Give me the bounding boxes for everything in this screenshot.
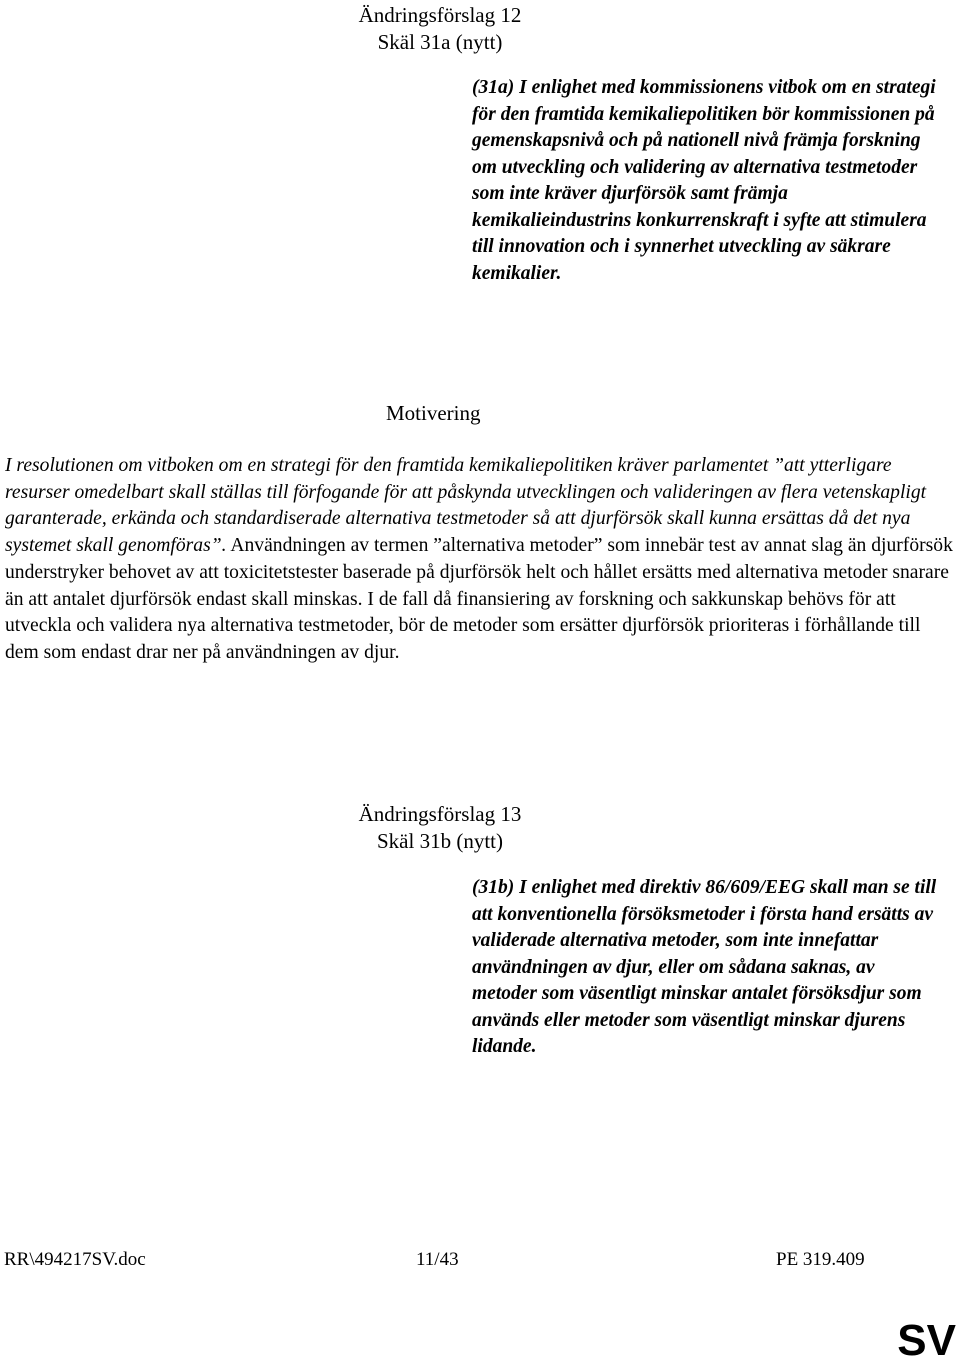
amendment-13-heading xyxy=(240,801,640,855)
amendment-12-text: (31a) I enlighet med kommissionens vitbok om en strategi för den framtida kemikaliepolitiken bör kommissionen på gemenskapsnivå och på nationell nivå främja forskning om utveckling och validering av alternativa testmetoder som inte kräver djurförsök samt främja kemikalieindustrins konkurrenskraft i syfte att stimulera till innovation och i synnerhet utveckling av säkrare kemikalier. xyxy=(472,77,936,284)
amendment-12-heading xyxy=(240,2,640,56)
justification-body: Användningen av termen ”alternativa metoder” som innebär test av annat slag än djurförsök understryker behovet av att toxicitetstester baserade på djurförsök helt och hållet ersätts med alternativa metoder snarare än att antalet djurförsök endast skall minskas. I de fall då finansiering av forskning och sakkunskap behövs för att utveckla och validera nya alternativa testmetoder, bör de metoder som ersätter djurförsök prioriteras i förhållande till dem som endast drar ner på användningen av djur. xyxy=(5,535,953,663)
justification-heading: Motivering xyxy=(386,401,481,425)
footer-doc-ref: RR\494217SV.doc xyxy=(4,1249,146,1270)
amendment-12-subtitle: Skäl 31a (nytt) xyxy=(377,30,503,54)
footer-page-number: 11/43 xyxy=(416,1249,459,1270)
amendment-13-title: Ändringsförslag 13 xyxy=(358,802,522,826)
amendment-13-text: (31b) I enlighet med direktiv 86/609/EEG skall man se till att konventionella försöksmetoder i första hand ersätts av validerade alternativa metoder, som inte innefattar användningen av djur, eller om sådana saknas, av metoder som väsentligt minskar antalet försöksdjur som används eller metoder som väsentligt minskar djurens lidande. xyxy=(472,877,937,1057)
language-code: SV xyxy=(897,1316,956,1365)
justification-text xyxy=(5,453,955,667)
justification-quote: I resolutionen om vitboken om en strategi för den framtida kemikaliepolitiken kräver parlamentet ”att ytterligare resurser omedelbart skall ställas till förfogande för att påskynda utvecklingen och valideringen av flera vetenskapligt garanterade, erkända och standardiserade alternativa testmetoder så att djurförsök skall kunna ersättas då det nya systemet skall genomföras”. xyxy=(5,455,927,557)
footer-pe-ref: PE 319.409 xyxy=(776,1249,865,1270)
amendment-13-subtitle: Skäl 31b (nytt) xyxy=(377,829,503,853)
amendment-12-title: Ändringsförslag 12 xyxy=(358,3,522,27)
